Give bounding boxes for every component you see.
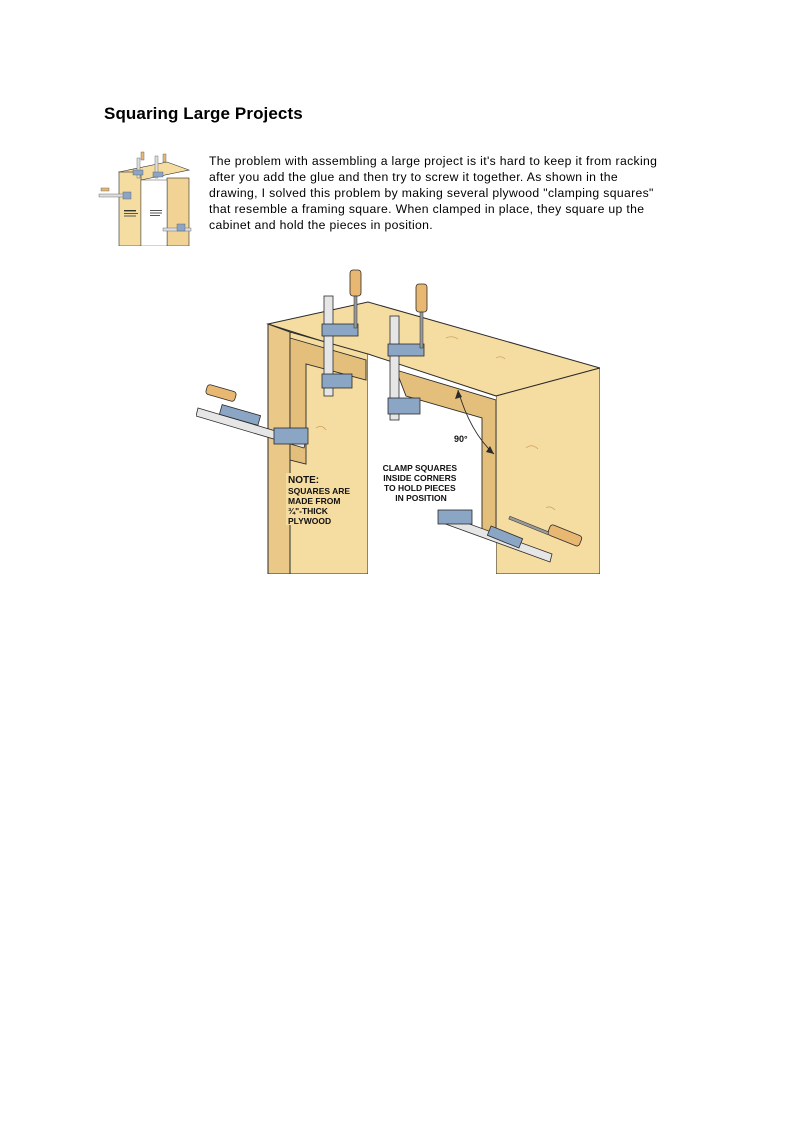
callout-line: IN POSITION (395, 493, 447, 503)
bar-clamp-jaw (388, 398, 420, 414)
bar-clamp-handle (350, 270, 361, 296)
intro-line: that resemble a framing square. When clamped in place, they square up the (209, 202, 645, 216)
bar-clamp-jaw (322, 324, 358, 336)
note-line: NOTE: (288, 475, 320, 486)
thumbnail-drawing (97, 150, 193, 246)
intro-line: cabinet and hold the pieces in position. (209, 218, 434, 232)
intro-line: The problem with assembling a large project is it's hard to keep it from racking (209, 154, 658, 168)
intro-line: after you add the glue and then try to screw it together. As shown in the (209, 170, 619, 184)
note-line: ¾"-THICK (288, 506, 328, 516)
bar-clamp-jaw (274, 428, 308, 444)
cabinet-left-side (268, 324, 290, 574)
note-line: PLYWOOD (288, 516, 332, 526)
note-line: MADE FROM (288, 496, 341, 506)
bar-clamp-screw (354, 294, 357, 328)
callout-line: TO HOLD PIECES (383, 483, 456, 493)
intro-paragraph (209, 153, 679, 233)
bar-clamp-screw (420, 308, 423, 348)
bar-clamp-jaw (322, 374, 352, 388)
clamping-squares-illustration (196, 268, 600, 574)
intro-line: drawing, I solved this problem by making several plywood "clamping squares" (209, 186, 654, 200)
note-line: SQUARES ARE (288, 486, 351, 496)
callout-line: INSIDE CORNERS (383, 473, 457, 483)
bar-clamp-handle (205, 384, 237, 402)
bar-clamp-handle (416, 284, 427, 312)
article-title: Squaring Large Projects (104, 104, 303, 123)
angle-label: 90° (454, 434, 468, 444)
bar-clamp-jaw (388, 344, 424, 356)
callout-line: CLAMP SQUARES (382, 463, 458, 473)
bar-clamp-jaw (438, 510, 472, 524)
